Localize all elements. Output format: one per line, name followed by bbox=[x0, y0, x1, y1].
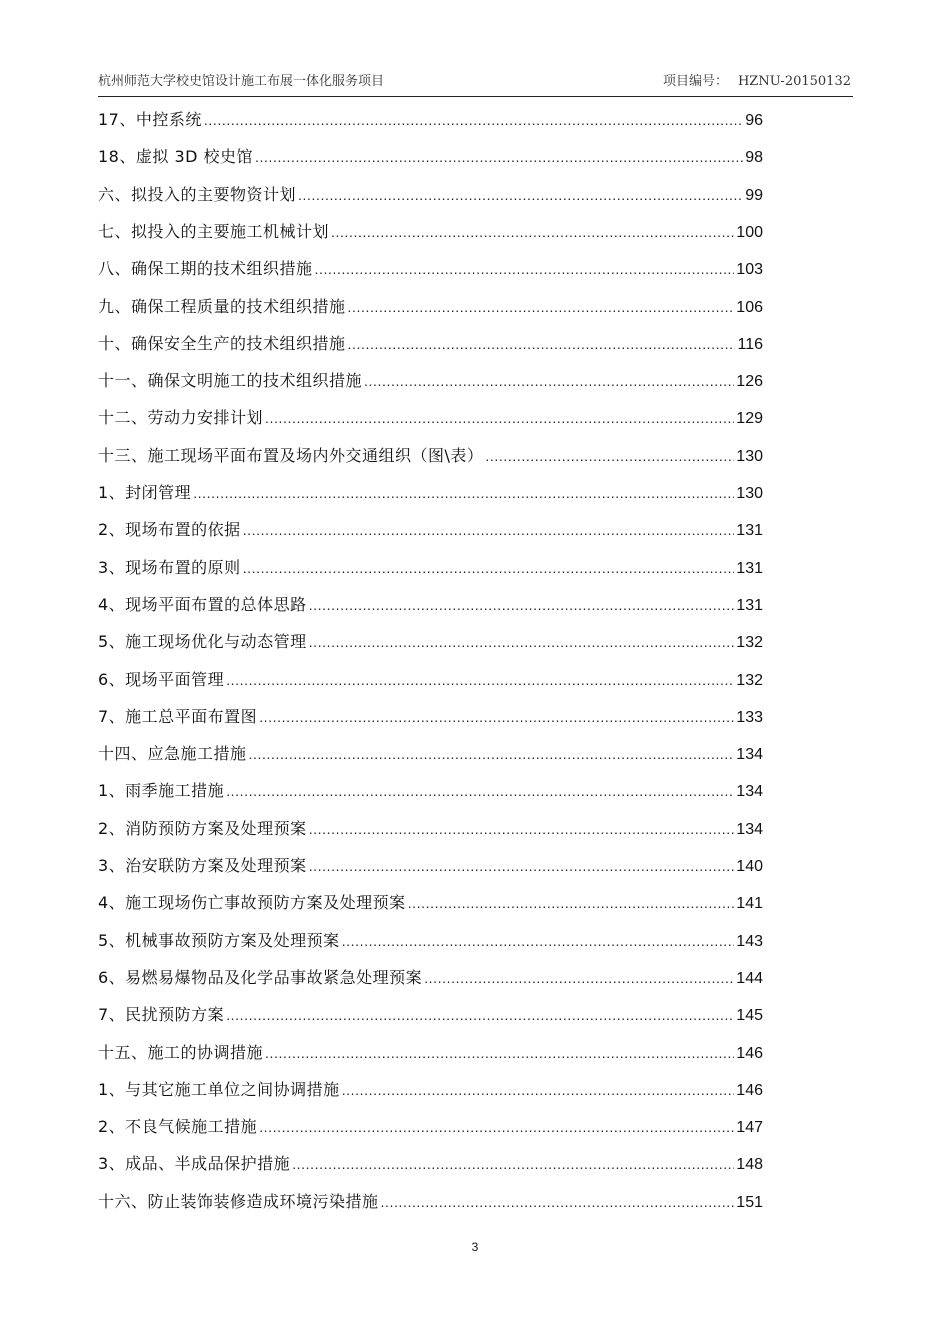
toc-entry[interactable] bbox=[98, 516, 763, 544]
toc-entry-page: 133 bbox=[736, 708, 763, 726]
toc-entry-title: 5、机械事故预防方案及处理预案 bbox=[98, 930, 340, 950]
toc-entry-page: 130 bbox=[736, 447, 763, 465]
toc-entry-title: 3、治安联防方案及处理预案 bbox=[98, 856, 307, 875]
toc-entry[interactable] bbox=[98, 703, 763, 731]
toc-entry-page: 126 bbox=[736, 373, 763, 391]
toc-entry[interactable] bbox=[98, 554, 763, 582]
toc-dot-leader bbox=[342, 927, 735, 955]
toc-dot-leader bbox=[408, 889, 735, 917]
toc-entry[interactable] bbox=[98, 143, 763, 171]
toc-entry-page: 146 bbox=[736, 1044, 763, 1062]
toc-entry[interactable] bbox=[98, 815, 763, 843]
toc-dot-leader bbox=[424, 964, 734, 992]
toc-dot-leader bbox=[204, 106, 743, 134]
toc-entry[interactable] bbox=[98, 1039, 763, 1067]
toc-entry-page: 98 bbox=[745, 149, 763, 167]
toc-dot-leader bbox=[309, 852, 735, 880]
toc-entry[interactable] bbox=[98, 852, 763, 880]
toc-entry-title: 2、不良气候施工措施 bbox=[98, 1117, 258, 1137]
toc-dot-leader bbox=[243, 554, 735, 582]
toc-entry-title: 十六、防止装饰装修造成环境污染措施 bbox=[98, 1191, 379, 1211]
toc-entry-title: 九、确保工程质量的技术组织措施 bbox=[98, 296, 346, 316]
toc-entry-page: 134 bbox=[736, 746, 763, 764]
toc-dot-leader bbox=[309, 591, 735, 619]
project-code: HZNU-20150132 bbox=[737, 74, 851, 89]
toc-dot-leader bbox=[259, 1113, 734, 1141]
toc-entry[interactable] bbox=[98, 367, 763, 395]
toc-entry-title: 八、确保工期的技术组织措施 bbox=[98, 259, 313, 279]
toc-dot-leader bbox=[255, 143, 743, 171]
toc-entry-page: 134 bbox=[736, 820, 763, 838]
toc-dot-leader bbox=[243, 516, 735, 544]
toc-entry-title: 十、确保安全生产的技术组织措施 bbox=[98, 333, 346, 353]
toc-entry[interactable] bbox=[98, 1150, 763, 1178]
toc-entry-title: 7、施工总平面布置图 bbox=[98, 706, 258, 726]
toc-entry-page: 143 bbox=[736, 932, 763, 950]
toc-entry[interactable] bbox=[98, 404, 763, 432]
toc-dot-leader bbox=[292, 1150, 734, 1178]
toc-entry-title: 4、施工现场伤亡事故预防方案及处理预案 bbox=[98, 893, 406, 913]
toc-entry[interactable] bbox=[98, 181, 763, 209]
toc-entry-title: 1、与其它施工单位之间协调措施 bbox=[98, 1079, 340, 1099]
toc-dot-leader bbox=[309, 815, 735, 843]
toc-entry[interactable] bbox=[98, 666, 763, 694]
toc-dot-leader bbox=[226, 777, 734, 805]
toc-dot-leader bbox=[193, 479, 734, 507]
toc-entry[interactable] bbox=[98, 964, 763, 992]
toc-entry-page: 132 bbox=[736, 634, 763, 652]
toc-entry-page: 106 bbox=[736, 298, 763, 316]
toc-dot-leader bbox=[331, 218, 734, 246]
toc-entry-title: 4、现场平面布置的总体思路 bbox=[98, 594, 307, 614]
toc-entry-page: 131 bbox=[736, 559, 763, 577]
toc-entry-page: 96 bbox=[745, 112, 763, 129]
toc-entry-title: 十三、施工现场平面布置及场内外交通组织（图\表） bbox=[98, 445, 484, 465]
toc-entry[interactable] bbox=[98, 1076, 763, 1104]
project-title: 杭州师范大学校史馆设计施工布展一体化服务项目 bbox=[98, 74, 385, 89]
toc-entry-page: 103 bbox=[736, 261, 763, 279]
toc-entry[interactable] bbox=[98, 927, 763, 955]
toc-entry-page: 148 bbox=[736, 1156, 763, 1174]
toc-entry-title: 6、易燃易爆物品及化学品事故紧急处理预案 bbox=[98, 967, 423, 987]
toc-entry-page: 131 bbox=[736, 522, 763, 540]
toc-entry-page: 134 bbox=[736, 783, 763, 801]
toc-entry-title: 十一、确保文明施工的技术组织措施 bbox=[98, 371, 363, 391]
toc-dot-leader bbox=[226, 666, 734, 694]
toc-dot-leader bbox=[364, 367, 734, 395]
toc-dot-leader bbox=[226, 1001, 734, 1029]
toc-entry[interactable] bbox=[98, 293, 763, 321]
toc-entry[interactable] bbox=[98, 777, 763, 805]
toc-entry[interactable] bbox=[98, 442, 763, 470]
toc-entry[interactable] bbox=[98, 479, 763, 507]
toc-dot-leader bbox=[259, 703, 734, 731]
toc-entry-page: 144 bbox=[736, 969, 763, 987]
toc-dot-leader bbox=[381, 1188, 735, 1216]
toc-entry-title: 七、拟投入的主要施工机械计划 bbox=[98, 221, 330, 241]
toc-entry-page: 145 bbox=[736, 1007, 763, 1025]
toc-entry[interactable] bbox=[98, 1113, 763, 1141]
toc-entry[interactable] bbox=[98, 740, 763, 768]
toc-dot-leader bbox=[309, 628, 735, 656]
toc-entry-page: 130 bbox=[736, 485, 763, 502]
toc-entry[interactable] bbox=[98, 218, 763, 246]
toc-entry[interactable] bbox=[98, 889, 763, 917]
project-code-block bbox=[663, 70, 851, 89]
toc-entry-title: 1、封闭管理 bbox=[98, 483, 192, 502]
page-header bbox=[98, 68, 853, 97]
toc-entry-title: 十四、应急施工措施 bbox=[98, 744, 247, 764]
project-code-label: 项目编号： bbox=[662, 74, 728, 89]
toc-entry-title: 7、民扰预防方案 bbox=[98, 1005, 225, 1025]
toc-entry-title: 3、现场布置的原则 bbox=[98, 557, 241, 577]
toc-entry[interactable] bbox=[98, 330, 763, 358]
page-number: 3 bbox=[471, 1240, 479, 1254]
toc-dot-leader bbox=[298, 181, 743, 209]
toc-entry-title: 2、现场布置的依据 bbox=[98, 520, 241, 540]
toc-dot-leader bbox=[485, 442, 734, 470]
toc-entry-title: 18、虚拟 3D 校史馆 bbox=[98, 147, 254, 167]
toc-entry-title: 17、中控系统 bbox=[98, 110, 202, 129]
toc-entry-page: 129 bbox=[736, 410, 763, 428]
toc-entry[interactable] bbox=[98, 591, 763, 619]
toc-entry-page: 132 bbox=[736, 671, 763, 689]
toc-dot-leader bbox=[348, 330, 736, 358]
toc-dot-leader bbox=[249, 740, 735, 768]
toc-entry-page: 100 bbox=[736, 223, 763, 241]
toc-entry-title: 6、现场平面管理 bbox=[98, 669, 225, 689]
toc-entry[interactable] bbox=[98, 106, 763, 134]
toc-entry-title: 3、成品、半成品保护措施 bbox=[98, 1154, 291, 1174]
toc-entry-title: 六、拟投入的主要物资计划 bbox=[98, 184, 297, 204]
toc-entry[interactable] bbox=[98, 1001, 763, 1029]
toc-dot-leader bbox=[348, 293, 735, 321]
toc-entry-page: 116 bbox=[737, 335, 763, 353]
toc-entry-title: 十二、劳动力安排计划 bbox=[98, 408, 264, 428]
toc-entry-page: 147 bbox=[736, 1119, 763, 1137]
toc-entry-page: 151 bbox=[736, 1193, 763, 1211]
toc-entry[interactable] bbox=[98, 255, 763, 283]
toc-entry[interactable] bbox=[98, 628, 763, 656]
toc-dot-leader bbox=[265, 404, 734, 432]
toc-entry-title: 5、施工现场优化与动态管理 bbox=[98, 632, 307, 652]
toc-entry-title: 2、消防预防方案及处理预案 bbox=[98, 818, 307, 838]
toc-entry-page: 140 bbox=[736, 858, 763, 875]
toc-entry-title: 1、雨季施工措施 bbox=[98, 781, 225, 801]
toc-entry-page: 146 bbox=[736, 1081, 763, 1099]
toc-entry-page: 99 bbox=[745, 186, 763, 204]
toc-entry[interactable] bbox=[98, 1188, 763, 1216]
toc-dot-leader bbox=[265, 1039, 734, 1067]
toc-entry-title: 十五、施工的协调措施 bbox=[98, 1042, 264, 1062]
toc-entry-page: 131 bbox=[736, 596, 763, 614]
toc-dot-leader bbox=[315, 255, 735, 283]
toc-dot-leader bbox=[342, 1076, 735, 1104]
toc-entry-page: 141 bbox=[736, 895, 763, 913]
